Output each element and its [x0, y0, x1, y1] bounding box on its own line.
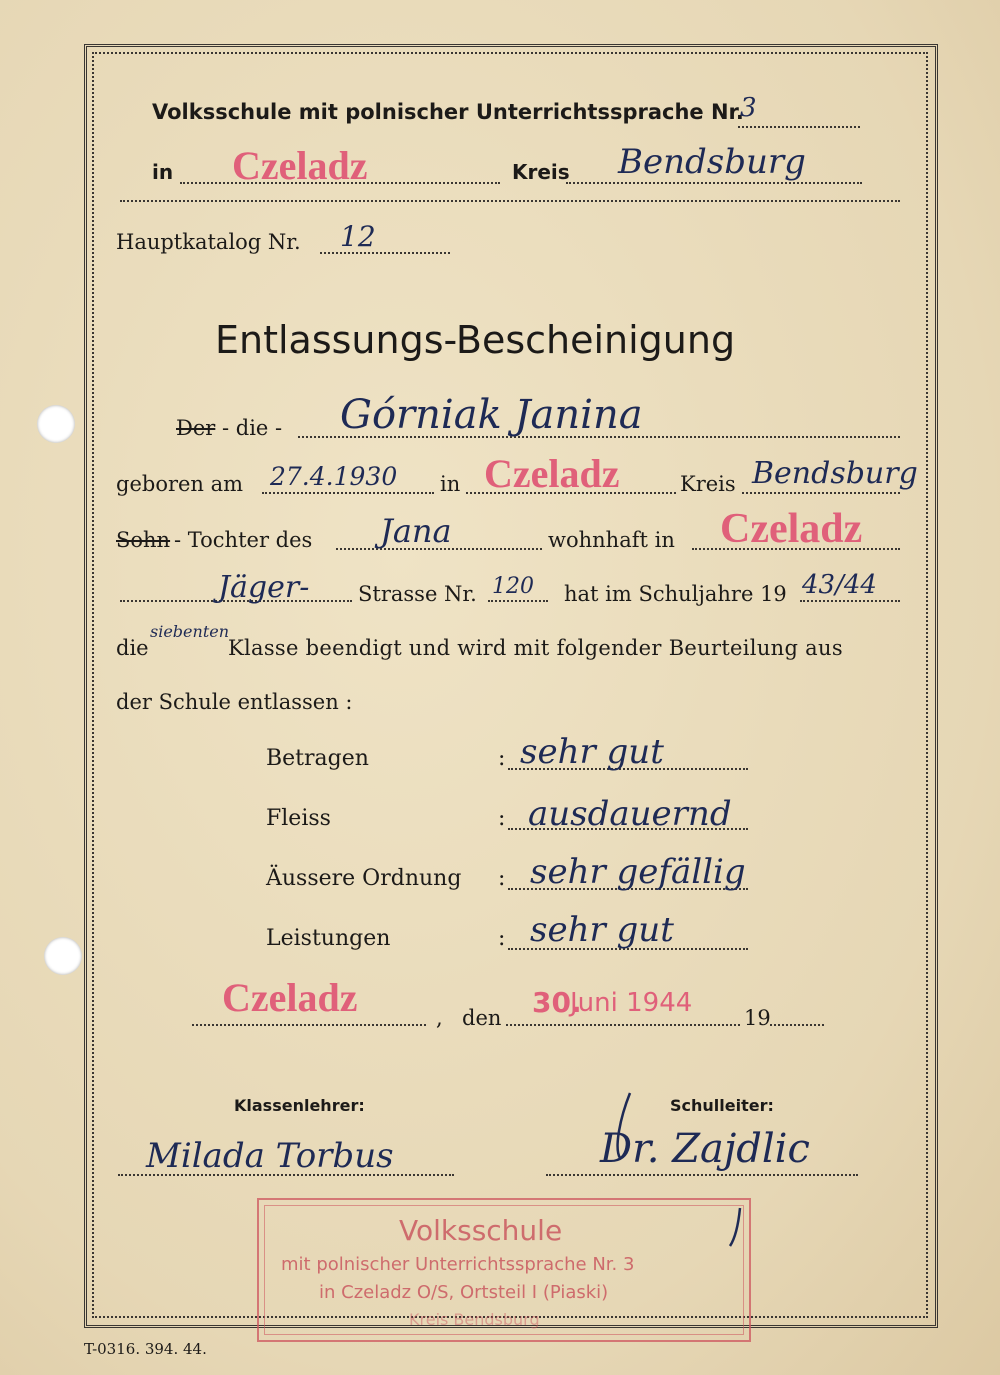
- place-stamp: Czeladz: [222, 975, 358, 1020]
- school-label: Volksschule mit polnischer Unterrichtssprache Nr.: [152, 100, 744, 124]
- born-label: geboren am: [116, 472, 244, 496]
- form-code: T-0316. 394. 44.: [84, 1340, 207, 1358]
- fill-line: [800, 600, 900, 602]
- fill-line: [192, 1024, 426, 1026]
- fill-line: [738, 126, 860, 128]
- schuljahr-value: 43/44: [802, 570, 877, 600]
- grade-label-leistungen: Leistungen: [266, 926, 391, 951]
- fill-line: [506, 1024, 740, 1026]
- kreis-value: Bendsburg: [618, 142, 806, 182]
- born-town-stamp: Czeladz: [484, 451, 620, 496]
- born-in-label: in: [440, 472, 461, 496]
- born-date: 27.4.1930: [270, 462, 398, 491]
- klasse-value: siebenten: [150, 622, 230, 641]
- born-kreis: Bendsburg: [752, 456, 918, 491]
- student-name: Górniak Janina: [340, 392, 643, 438]
- grade-label-ordnung: Äussere Ordnung: [266, 866, 462, 891]
- stamp-line-2: mit polnischer Unterrichtssprache Nr. 3: [281, 1254, 635, 1275]
- teacher-label: Klassenlehrer:: [234, 1096, 365, 1115]
- grade-value-fleiss: ausdauernd: [528, 794, 732, 834]
- separator: [120, 200, 900, 202]
- document-title: Entlassungs-Bescheinigung: [215, 318, 736, 362]
- fill-line: [770, 1024, 824, 1026]
- in-label: in: [152, 160, 174, 184]
- fill-line: [488, 600, 548, 602]
- grade-sep: :: [498, 806, 506, 831]
- strasse-label: Strasse Nr.: [358, 582, 477, 606]
- grade-sep: :: [498, 926, 506, 951]
- punch-hole: [44, 937, 82, 975]
- die-prefix: die: [116, 636, 149, 660]
- wohnhaft-label: wohnhaft in: [548, 528, 675, 552]
- teacher-signature: Milada Torbus: [146, 1136, 394, 1176]
- tochter-label: - Tochter des: [174, 528, 313, 552]
- den-label: den: [462, 1006, 502, 1030]
- date-comma: ,: [436, 1006, 443, 1030]
- residence-stamp: Czeladz: [720, 506, 863, 552]
- grade-label-fleiss: Fleiss: [266, 806, 331, 831]
- house-number: 120: [492, 574, 534, 599]
- grade-value-ordnung: sehr gefällig: [530, 852, 746, 892]
- punch-hole: [37, 405, 75, 443]
- sohn-struck: Sohn: [116, 528, 171, 552]
- der-struck: Der: [176, 416, 216, 440]
- fill-line: [742, 492, 900, 494]
- schuljahr-label: hat im Schuljahre 19: [564, 582, 787, 606]
- school-number: 3: [740, 93, 757, 123]
- town-stamp: Czeladz: [232, 143, 368, 188]
- grade-sep: :: [498, 866, 506, 891]
- kreis-label: Kreis: [512, 160, 570, 184]
- catalog-value: 12: [340, 220, 376, 253]
- stamp-line-4: Kreis Bendsburg: [409, 1310, 540, 1329]
- grade-label-betragen: Betragen: [266, 746, 369, 771]
- klasse-text: Klasse beendigt und wird mit folgender Beurteilung aus: [228, 636, 843, 660]
- stamp-line-3: in Czeladz O/S, Ortsteil I (Piaski): [319, 1282, 609, 1303]
- school-stamp: [257, 1198, 751, 1342]
- grade-sep: :: [498, 746, 506, 771]
- date-stamp: Juni 1944: [570, 988, 693, 1018]
- year-prefix: 19: [744, 1006, 771, 1030]
- date-day-stamp: 30.: [532, 986, 582, 1019]
- fill-line: [262, 492, 434, 494]
- entlassen-text: der Schule entlassen :: [116, 690, 353, 714]
- catalog-label: Hauptkatalog Nr.: [116, 230, 301, 254]
- street-name: Jäger-: [218, 570, 310, 605]
- principal-signature: Dr. Zajdlic: [600, 1126, 810, 1172]
- fill-line: [320, 252, 450, 254]
- born-kreis-label: Kreis: [680, 472, 736, 496]
- father-name: Jana: [380, 512, 452, 550]
- die-label: - die -: [222, 416, 283, 440]
- stamp-line-1: Volksschule: [399, 1214, 563, 1247]
- grade-value-betragen: sehr gut: [520, 732, 664, 772]
- fill-line: [566, 182, 862, 184]
- principal-label: Schulleiter:: [670, 1096, 774, 1115]
- grade-value-leistungen: sehr gut: [530, 910, 674, 950]
